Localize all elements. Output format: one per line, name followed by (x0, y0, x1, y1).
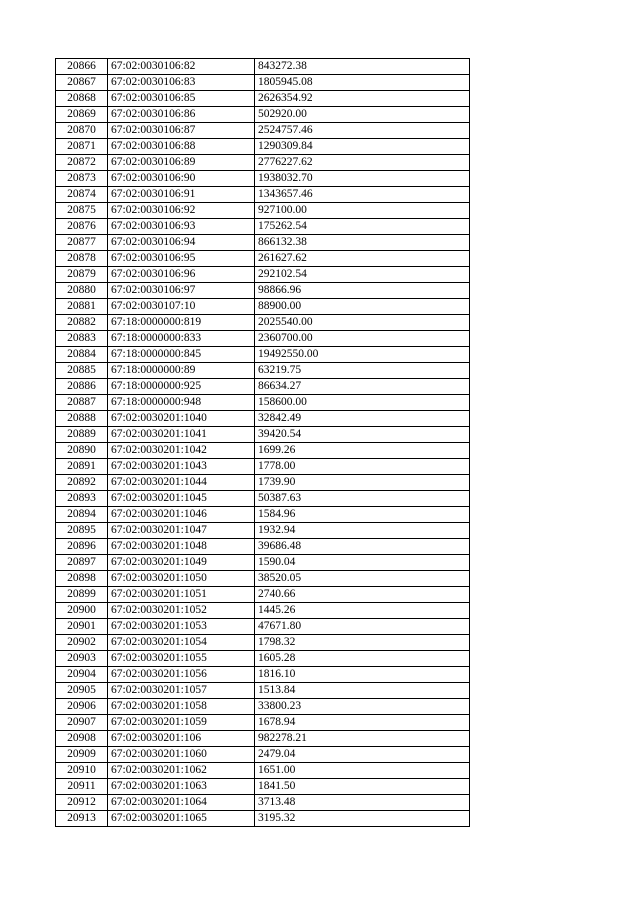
table-row (56, 667, 470, 683)
amount-cell: 2740.66 (255, 587, 470, 603)
cadastral-number-cell: 67:02:0030201:1047 (108, 523, 255, 539)
row-number-cell: 20901 (56, 619, 108, 635)
amount-cell: 47671.80 (255, 619, 470, 635)
table-row (56, 123, 470, 139)
cadastral-number-cell: 67:02:0030106:96 (108, 267, 255, 283)
amount-cell: 50387.63 (255, 491, 470, 507)
row-number-cell: 20909 (56, 747, 108, 763)
cadastral-number-cell: 67:18:0000000:89 (108, 363, 255, 379)
cadastral-number-cell: 67:18:0000000:845 (108, 347, 255, 363)
table-row (56, 395, 470, 411)
row-number-cell: 20868 (56, 91, 108, 107)
cadastral-number-cell: 67:18:0000000:819 (108, 315, 255, 331)
row-number-cell: 20884 (56, 347, 108, 363)
table-row (56, 539, 470, 555)
cadastral-number-cell: 67:02:0030201:1064 (108, 795, 255, 811)
amount-cell: 1651.00 (255, 763, 470, 779)
amount-cell: 2524757.46 (255, 123, 470, 139)
amount-cell: 88900.00 (255, 299, 470, 315)
table-row (56, 603, 470, 619)
row-number-cell: 20881 (56, 299, 108, 315)
table-row (56, 363, 470, 379)
amount-cell: 1739.90 (255, 475, 470, 491)
cadastral-number-cell: 67:02:0030201:1058 (108, 699, 255, 715)
table-row (56, 299, 470, 315)
row-number-cell: 20892 (56, 475, 108, 491)
table-row (56, 347, 470, 363)
amount-cell: 1513.84 (255, 683, 470, 699)
cadastral-number-cell: 67:02:0030106:88 (108, 139, 255, 155)
amount-cell: 2479.04 (255, 747, 470, 763)
amount-cell: 843272.38 (255, 59, 470, 75)
amount-cell: 927100.00 (255, 203, 470, 219)
row-number-cell: 20896 (56, 539, 108, 555)
table-row (56, 523, 470, 539)
cadastral-number-cell: 67:02:0030201:1051 (108, 587, 255, 603)
table-row (56, 331, 470, 347)
amount-cell: 1932.94 (255, 523, 470, 539)
row-number-cell: 20904 (56, 667, 108, 683)
row-number-cell: 20899 (56, 587, 108, 603)
table-row (56, 619, 470, 635)
row-number-cell: 20876 (56, 219, 108, 235)
amount-cell: 1343657.46 (255, 187, 470, 203)
table-row (56, 203, 470, 219)
table-row (56, 315, 470, 331)
cadastral-number-cell: 67:02:0030201:1054 (108, 635, 255, 651)
cadastral-number-cell: 67:02:0030201:1055 (108, 651, 255, 667)
table-row (56, 267, 470, 283)
data-table (55, 58, 470, 827)
cadastral-number-cell: 67:02:0030106:92 (108, 203, 255, 219)
table-row (56, 507, 470, 523)
row-number-cell: 20874 (56, 187, 108, 203)
table-row (56, 491, 470, 507)
row-number-cell: 20895 (56, 523, 108, 539)
table-row (56, 587, 470, 603)
amount-cell: 1445.26 (255, 603, 470, 619)
amount-cell: 1605.28 (255, 651, 470, 667)
row-number-cell: 20885 (56, 363, 108, 379)
table-row (56, 811, 470, 827)
row-number-cell: 20875 (56, 203, 108, 219)
amount-cell: 19492550.00 (255, 347, 470, 363)
row-number-cell: 20879 (56, 267, 108, 283)
table-row (56, 75, 470, 91)
row-number-cell: 20897 (56, 555, 108, 571)
cadastral-number-cell: 67:02:0030201:1041 (108, 427, 255, 443)
table-row (56, 155, 470, 171)
table-row (56, 555, 470, 571)
amount-cell: 158600.00 (255, 395, 470, 411)
row-number-cell: 20893 (56, 491, 108, 507)
row-number-cell: 20882 (56, 315, 108, 331)
amount-cell: 2776227.62 (255, 155, 470, 171)
cadastral-number-cell: 67:02:0030201:1044 (108, 475, 255, 491)
cadastral-number-cell: 67:02:0030201:1057 (108, 683, 255, 699)
table-row (56, 427, 470, 443)
row-number-cell: 20890 (56, 443, 108, 459)
table-row (56, 379, 470, 395)
cadastral-number-cell: 67:18:0000000:925 (108, 379, 255, 395)
table-row (56, 699, 470, 715)
cadastral-number-cell: 67:02:0030201:1046 (108, 507, 255, 523)
amount-cell: 175262.54 (255, 219, 470, 235)
amount-cell: 261627.62 (255, 251, 470, 267)
row-number-cell: 20911 (56, 779, 108, 795)
amount-cell: 1584.96 (255, 507, 470, 523)
cadastral-number-cell: 67:18:0000000:948 (108, 395, 255, 411)
cadastral-number-cell: 67:02:0030201:106 (108, 731, 255, 747)
amount-cell: 1805945.08 (255, 75, 470, 91)
row-number-cell: 20878 (56, 251, 108, 267)
row-number-cell: 20907 (56, 715, 108, 731)
data-table-body (56, 59, 470, 827)
row-number-cell: 20867 (56, 75, 108, 91)
amount-cell: 502920.00 (255, 107, 470, 123)
row-number-cell: 20886 (56, 379, 108, 395)
table-row (56, 459, 470, 475)
amount-cell: 982278.21 (255, 731, 470, 747)
amount-cell: 3195.32 (255, 811, 470, 827)
amount-cell: 2360700.00 (255, 331, 470, 347)
amount-cell: 2626354.92 (255, 91, 470, 107)
table-row (56, 283, 470, 299)
cadastral-number-cell: 67:02:0030201:1053 (108, 619, 255, 635)
cadastral-number-cell: 67:02:0030201:1049 (108, 555, 255, 571)
amount-cell: 2025540.00 (255, 315, 470, 331)
row-number-cell: 20887 (56, 395, 108, 411)
cadastral-number-cell: 67:02:0030106:95 (108, 251, 255, 267)
table-row (56, 251, 470, 267)
amount-cell: 1798.32 (255, 635, 470, 651)
cadastral-number-cell: 67:02:0030201:1050 (108, 571, 255, 587)
row-number-cell: 20880 (56, 283, 108, 299)
amount-cell: 98866.96 (255, 283, 470, 299)
table-row (56, 443, 470, 459)
table-row (56, 187, 470, 203)
cadastral-number-cell: 67:02:0030106:89 (108, 155, 255, 171)
amount-cell: 86634.27 (255, 379, 470, 395)
row-number-cell: 20870 (56, 123, 108, 139)
amount-cell: 32842.49 (255, 411, 470, 427)
row-number-cell: 20891 (56, 459, 108, 475)
row-number-cell: 20903 (56, 651, 108, 667)
table-row (56, 107, 470, 123)
amount-cell: 3713.48 (255, 795, 470, 811)
cadastral-number-cell: 67:02:0030201:1045 (108, 491, 255, 507)
amount-cell: 1590.04 (255, 555, 470, 571)
cadastral-number-cell: 67:02:0030106:90 (108, 171, 255, 187)
row-number-cell: 20905 (56, 683, 108, 699)
row-number-cell: 20889 (56, 427, 108, 443)
amount-cell: 1778.00 (255, 459, 470, 475)
table-row (56, 635, 470, 651)
row-number-cell: 20869 (56, 107, 108, 123)
table-row (56, 715, 470, 731)
cadastral-number-cell: 67:02:0030201:1056 (108, 667, 255, 683)
row-number-cell: 20898 (56, 571, 108, 587)
cadastral-number-cell: 67:02:0030106:83 (108, 75, 255, 91)
row-number-cell: 20894 (56, 507, 108, 523)
cadastral-number-cell: 67:02:0030201:1048 (108, 539, 255, 555)
amount-cell: 39686.48 (255, 539, 470, 555)
amount-cell: 38520.05 (255, 571, 470, 587)
amount-cell: 33800.23 (255, 699, 470, 715)
table-row (56, 795, 470, 811)
cadastral-number-cell: 67:02:0030106:94 (108, 235, 255, 251)
table-row (56, 411, 470, 427)
cadastral-number-cell: 67:02:0030106:85 (108, 91, 255, 107)
cadastral-number-cell: 67:02:0030106:93 (108, 219, 255, 235)
cadastral-number-cell: 67:02:0030201:1052 (108, 603, 255, 619)
table-row (56, 779, 470, 795)
amount-cell: 292102.54 (255, 267, 470, 283)
amount-cell: 1938032.70 (255, 171, 470, 187)
cadastral-number-cell: 67:02:0030106:97 (108, 283, 255, 299)
row-number-cell: 20912 (56, 795, 108, 811)
amount-cell: 1841.50 (255, 779, 470, 795)
amount-cell: 1290309.84 (255, 139, 470, 155)
cadastral-number-cell: 67:02:0030201:1065 (108, 811, 255, 827)
cadastral-number-cell: 67:02:0030201:1062 (108, 763, 255, 779)
cadastral-number-cell: 67:02:0030106:91 (108, 187, 255, 203)
cadastral-number-cell: 67:02:0030201:1059 (108, 715, 255, 731)
cadastral-number-cell: 67:02:0030201:1043 (108, 459, 255, 475)
table-row (56, 683, 470, 699)
table-row (56, 235, 470, 251)
cadastral-number-cell: 67:02:0030201:1060 (108, 747, 255, 763)
row-number-cell: 20872 (56, 155, 108, 171)
table-row (56, 651, 470, 667)
table-row (56, 91, 470, 107)
amount-cell: 39420.54 (255, 427, 470, 443)
cadastral-number-cell: 67:02:0030201:1042 (108, 443, 255, 459)
amount-cell: 1816.10 (255, 667, 470, 683)
row-number-cell: 20866 (56, 59, 108, 75)
row-number-cell: 20883 (56, 331, 108, 347)
amount-cell: 1699.26 (255, 443, 470, 459)
table-row (56, 219, 470, 235)
row-number-cell: 20910 (56, 763, 108, 779)
cadastral-number-cell: 67:02:0030106:86 (108, 107, 255, 123)
amount-cell: 866132.38 (255, 235, 470, 251)
table-row (56, 747, 470, 763)
table-row (56, 139, 470, 155)
table-row (56, 475, 470, 491)
row-number-cell: 20908 (56, 731, 108, 747)
row-number-cell: 20873 (56, 171, 108, 187)
row-number-cell: 20877 (56, 235, 108, 251)
cadastral-number-cell: 67:02:0030107:10 (108, 299, 255, 315)
table-row (56, 171, 470, 187)
table-row (56, 731, 470, 747)
cadastral-number-cell: 67:02:0030201:1063 (108, 779, 255, 795)
amount-cell: 1678.94 (255, 715, 470, 731)
row-number-cell: 20900 (56, 603, 108, 619)
cadastral-number-cell: 67:02:0030201:1040 (108, 411, 255, 427)
row-number-cell: 20888 (56, 411, 108, 427)
amount-cell: 63219.75 (255, 363, 470, 379)
table-row (56, 763, 470, 779)
cadastral-number-cell: 67:02:0030106:82 (108, 59, 255, 75)
cadastral-number-cell: 67:18:0000000:833 (108, 331, 255, 347)
row-number-cell: 20902 (56, 635, 108, 651)
row-number-cell: 20906 (56, 699, 108, 715)
row-number-cell: 20871 (56, 139, 108, 155)
table-row (56, 59, 470, 75)
cadastral-number-cell: 67:02:0030106:87 (108, 123, 255, 139)
row-number-cell: 20913 (56, 811, 108, 827)
table-row (56, 571, 470, 587)
